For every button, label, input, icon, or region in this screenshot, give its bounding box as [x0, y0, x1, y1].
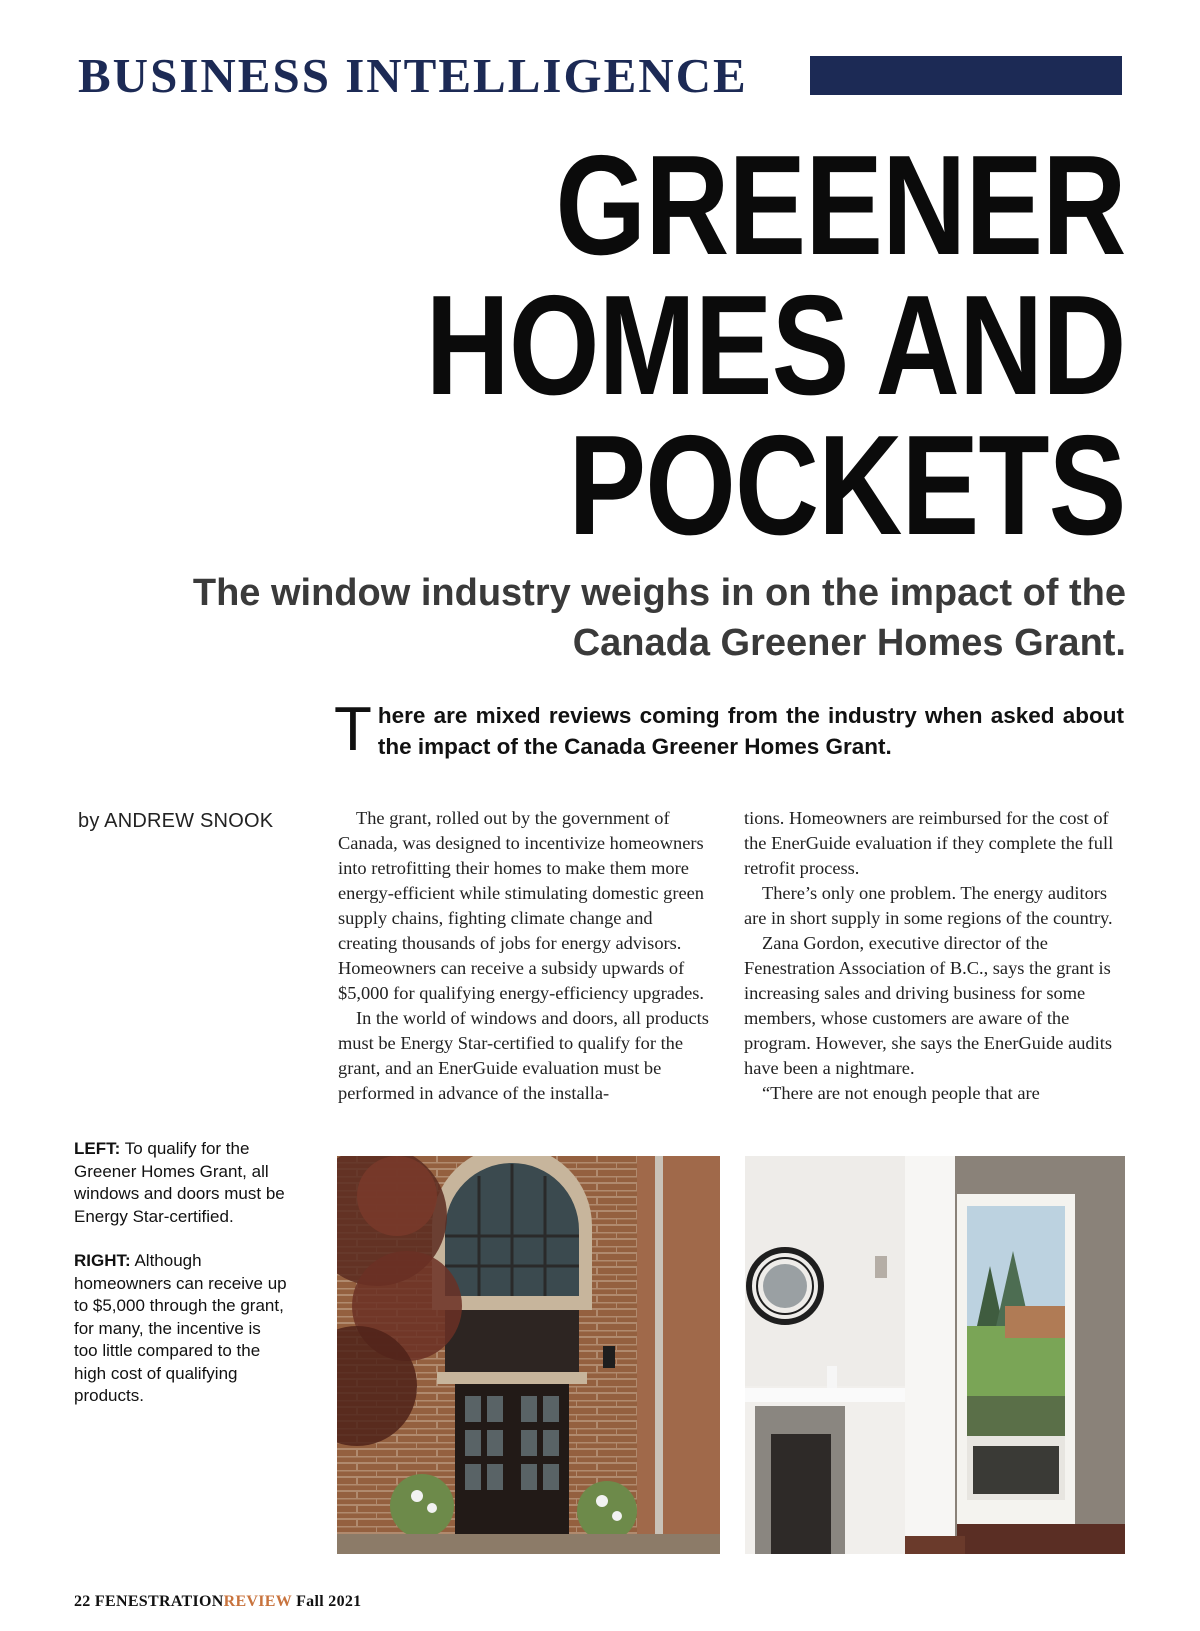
headline-line-3: POCKETS — [568, 406, 1126, 565]
intro-paragraph — [334, 695, 1124, 764]
deck — [126, 568, 1126, 668]
headline — [426, 126, 1126, 565]
section-bar — [810, 56, 1122, 95]
page-number: 22 — [74, 1593, 91, 1610]
section-label: BUSINESS INTELLIGENCE — [78, 48, 748, 103]
body-paragraph: “There are not enough people that are — [762, 1083, 1040, 1103]
publication-name-main: FENESTRATION — [94, 1593, 224, 1610]
page-footer — [74, 1593, 361, 1611]
headline-line-1: GREENER — [555, 126, 1126, 285]
body-column-1 — [338, 806, 712, 1106]
body-paragraph: In the world of windows and doors, all products must be Energy Star-certified to qualify for the grant, and an EnerGuide evaluation must be performed in advance of the installa- — [338, 1008, 709, 1103]
publication-name-accent: REVIEW — [223, 1593, 292, 1610]
photo-interior-window — [745, 1156, 1125, 1554]
caption-right — [74, 1250, 288, 1408]
issue-date: Fall 2021 — [296, 1593, 362, 1610]
caption-left-text: To qualify for the Greener Homes Grant, all windows and doors must be Energy Star-certified. — [74, 1139, 285, 1226]
headline-line-2: HOMES AND — [426, 266, 1126, 425]
body-paragraph: Zana Gordon, executive director of the Fenestration Association of B.C., says the grant is increasing sales and driving business for some members, whose customers are aware of the program. However, she says the EnerGuide audits have been a nightmare. — [744, 933, 1112, 1078]
caption-right-label: RIGHT: — [74, 1251, 131, 1270]
publication-name — [95, 1593, 292, 1610]
byline: by ANDREW SNOOK — [78, 810, 274, 832]
body-paragraph: There’s only one problem. The energy auditors are in short supply in some regions of the country. — [744, 883, 1113, 928]
body-column-2 — [744, 806, 1118, 1106]
photo-captions — [74, 1138, 288, 1430]
caption-left — [74, 1138, 288, 1228]
caption-right-text: Although homeowners can receive up to $5,000 through the grant, for many, the incentive is too little compared to the high cost of qualifying products. — [74, 1251, 287, 1405]
deck-line-2: Canada Greener Homes Grant. — [572, 622, 1126, 664]
body-paragraph: The grant, rolled out by the government of Canada, was designed to incentivize homeowners into retrofitting their homes to make them more energy-efficient while stimulating domestic green supply chains, fighting climate change and creating thousands of jobs for energy advisors. Homeowners can receive a subsidy upwards of $5,000 for qualifying energy-efficiency upgrades. — [338, 808, 704, 1003]
deck-line-1: The window industry weighs in on the impact of the — [192, 572, 1126, 614]
drop-cap: T — [334, 695, 372, 764]
intro-text: here are mixed reviews coming from the industry when asked about the impact of the Canada Greener Homes Grant. — [377, 703, 1124, 759]
body-paragraph: tions. Homeowners are reimbursed for the cost of the EnerGuide evaluation if they complete the full retrofit process. — [744, 808, 1114, 878]
photo-house-entrance — [337, 1156, 720, 1554]
caption-left-label: LEFT: — [74, 1139, 121, 1158]
